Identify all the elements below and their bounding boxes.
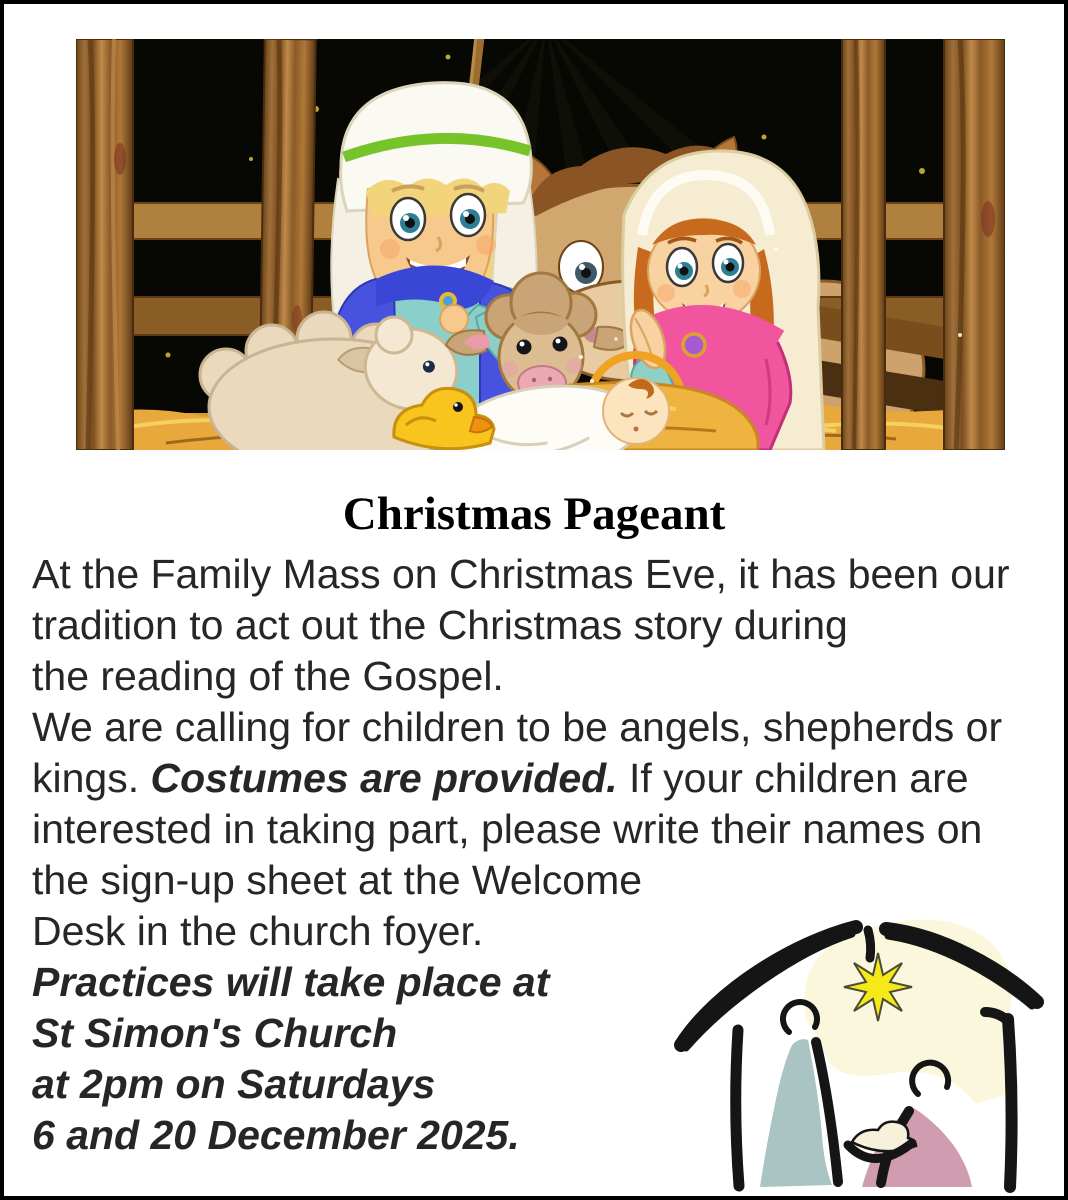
nativity-lineart-image [656,880,1064,1198]
body-line: St Simon's Church [32,1010,398,1056]
body-line: We are calling for children to be angels, shepherds or [32,704,1003,750]
body-line: Practices will take place at [32,959,550,1005]
nativity-lineart-svg [656,880,1064,1198]
body-line: Desk in the church foyer. [32,908,484,954]
nativity-cartoon-svg [76,39,1005,450]
body-line: 6 and 20 December 2025. [32,1112,520,1158]
body-line: kings. Costumes are provided. If your children are [32,755,969,801]
body-line: the sign-up sheet at the Welcome [32,857,643,903]
body-line: tradition to act out the Christmas story during [32,602,848,648]
mary-brooch [683,334,705,356]
body-line: the reading of the Gospel. [32,653,504,699]
wooden-post-right-1 [842,39,885,450]
nativity-cartoon-image [76,39,1005,450]
body-line: at 2pm on Saturdays [32,1061,436,1107]
wooden-post-right-2 [944,39,1005,450]
page-title: Christmas Pageant [342,488,726,540]
wooden-post-left-1 [76,39,133,450]
body-line: interested in taking part, please write their names on [32,806,983,852]
body-line: At the Family Mass on Christmas Eve, it has been our [32,551,1010,597]
star-icon [844,953,912,1021]
